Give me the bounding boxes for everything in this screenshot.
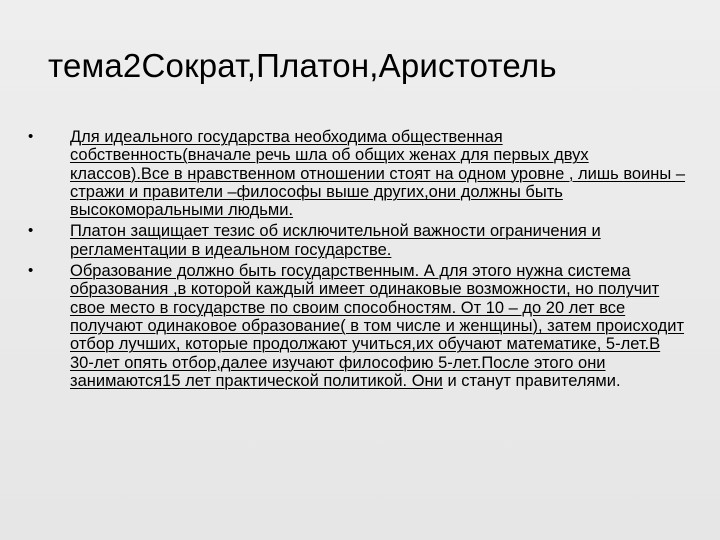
bullet-list [28,128,688,390]
bullet-3-text-underlined: Образование должно быть государственным. А для этого нужна система образования ,в которой каждый имеет одинаковые возможности, но получит свое место в государстве по своим способностям. От 10 – до 20 лет все получают одинаковое образование( в том числе и женщины), затем происходит отбор лучших, которые продолжают учиться,их обучают математике, 5-лет.В 30-лет опять отбор,далее изучают философию 5-лет.После этого они занимаются15 лет практической политикой. Они [70,262,685,390]
bullet-dot-icon: • [28,262,34,280]
bullet-3-text-tail: и станут правителями. [442,371,621,390]
bullet-item-1 [28,128,688,219]
bullet-2-text: Платон защищает тезис об исключительной важности ограничения и регламентации в идеальном государстве. [70,222,601,259]
bullet-dot-icon: • [28,222,34,240]
slide-title: тема2Сократ,Платон,Аристотель [48,47,557,84]
bullet-item-3 [28,262,688,390]
bullet-item-2 [28,222,688,259]
bullet-dot-icon: • [28,128,34,145]
bullet-1-text: Для идеального государства необходима общественная собственность(вначале речь шла об общих женах для первых двух классов).Все в нравственном отношении стоят на одном уровне , лишь воины –стражи и правители –философы выше других,они должны быть высокоморальными людьми. [70,128,686,220]
